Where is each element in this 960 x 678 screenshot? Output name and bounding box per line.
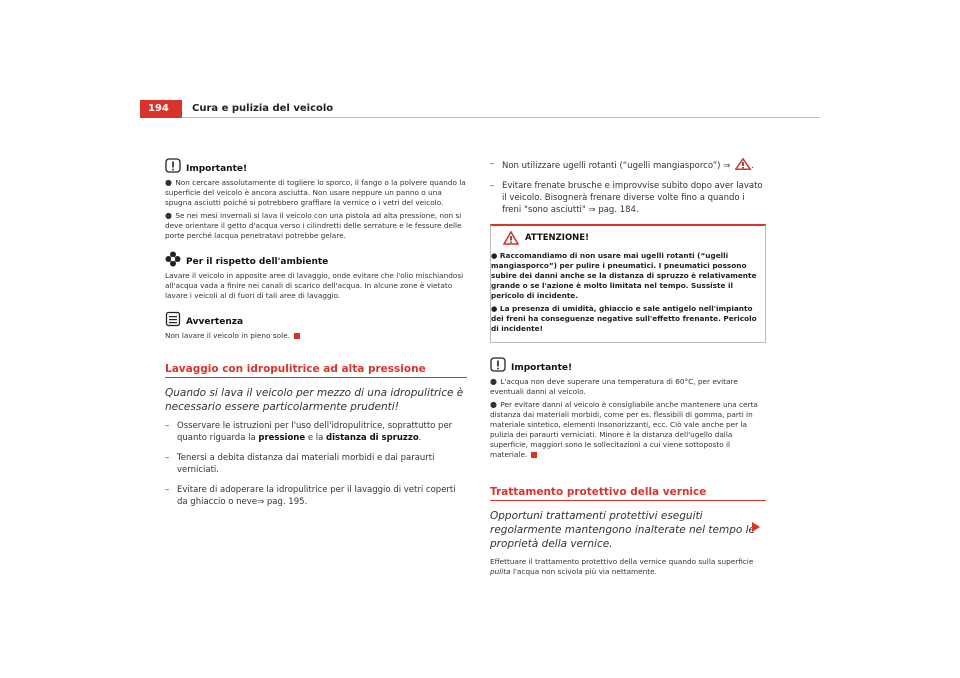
note-bullet: ● Se nei mesi invernali si lava il veicolo con una pistola ad alta pressione, non si deve orientare il getto d'acqua verso i cilindretti delle serrature e le fessure delle porte perché lacqua penetratavi potrebbe gelare. (165, 211, 462, 240)
notice-text: Non lavare il veicolo in pieno sole. (165, 331, 290, 340)
step-item: – Evitare di adoperare la idropulitrice per il lavaggio di vetri coperti da ghiaccio o neve⇒ pag. 195. (165, 485, 456, 507)
environment-text: Lavare il veicolo in apposite aree di lavaggio, onde evitare che l'olio mischiandosi all'acqua vada a finire nei canali di scarico dell'acqua. In alcune zone è vietato lavare i veicoli al di fuori di tali aree di lavaggio. (165, 271, 464, 300)
note-title: Importante! (511, 363, 573, 373)
section-heading-pressure-washer: Lavaggio con idropulitrice ad alta pressione (165, 363, 467, 378)
important-note-1 (165, 158, 467, 241)
left-column (165, 158, 467, 516)
section-text: Effettuare il trattamento protettivo della vernice quando sulla superficie pulita l'acqua non scivola più via nettamente. (490, 557, 754, 576)
page-number: 194 (140, 100, 182, 118)
exclamation-note-icon (165, 158, 181, 174)
warning-triangle-icon (503, 231, 519, 245)
warning-title: ATTENZIONE! (525, 233, 589, 243)
note-bullet: ● L'acqua non deve superare una temperatura di 60°C, per evitare eventuali danni al veicolo. (490, 377, 738, 396)
warning-triangle-icon (735, 158, 751, 170)
step-item: – Evitare frenate brusche e improvvise subito dopo aver lavato il veicolo. Bisognerà frenare diverse volte fino a quando i freni "sono asciutti" ⇒ pag. 184. (490, 181, 763, 215)
notepad-icon (165, 311, 181, 327)
section-lead: Quando si lava il veicolo per mezzo di una idropulitrice è necessario essere particolarmente prudenti! (165, 387, 464, 413)
end-mark (531, 452, 537, 458)
end-mark (294, 333, 300, 339)
note-title: Importante! (186, 164, 248, 174)
right-column (490, 158, 766, 577)
step-item: – Osservare le istruzioni per l'uso dell'idropulitrice, soprattutto per quanto riguarda la pressione e la distanza di spruzzo. (165, 421, 453, 443)
note-title: Per il rispetto dell'ambiente (186, 257, 329, 267)
step-item: – Tenersi a debita distanza dai materiali morbidi e dai paraurti verniciati. (165, 453, 435, 475)
running-title: Cura e pulizia del veicolo (192, 103, 334, 114)
next-page-arrow-icon (752, 522, 760, 532)
exclamation-note-icon (490, 357, 506, 373)
flower-icon (165, 251, 181, 267)
environment-note (165, 251, 467, 301)
notice-note (165, 311, 467, 341)
note-bullet: ● Per evitare danni al veicolo è consigliabile anche mantenere una certa distanza dai materiali morbidi, come per es. flessibili di gomma, parti in materiale sintetico, elementi insonorizzanti, ecc. Ciò vale anche per la pulizia dei paraurti verniciati. Minore è la distanza dell'ugello dalla superficie, maggiori sono le sollecitazioni a cui viene sottoposto il materiale. (490, 400, 758, 459)
warning-bullet: ● Raccomandiamo di non usare mai ugelli rotanti (“ugelli mangiasporco”) per pulire i pneumatici. I pneumatici possono subire dei danni anche se la distanza di spruzzo è relativamente grande o se l'azione è molto limitata nel tempo. Sussiste il pericolo di incidente. (491, 251, 757, 300)
warning-bullet: ● La presenza di umidità, ghiaccio e sale antigelo nell'impianto dei freni ha conseguenze negative sull'effetto frenante. Pericolo di incidente! (491, 304, 757, 333)
important-note-2 (490, 357, 766, 460)
warning-box (490, 224, 766, 343)
note-title: Avvertenza (186, 317, 244, 327)
note-bullet: ● Non cercare assolutamente di togliere lo sporco, il fango o la polvere quando la superficie del veicolo è ancora asciutta. Non usare neppure un panno o una spugna asciutti poiché si potrebbero graffiare la vernice o i vetri del veicolo. (165, 178, 466, 207)
page-ref-link[interactable]: ⇒ pag. 195. (257, 497, 308, 507)
section-lead: Opportuni trattamenti protettivi eseguiti regolarmente mantengono inalterate nel tempo le proprietà della vernice. (490, 510, 755, 550)
step-item: – Non utilizzare ugelli rotanti (“ugelli mangiasporco”) ⇒ . (490, 159, 754, 171)
section-heading-paint-protection: Trattamento protettivo della vernice (490, 486, 766, 501)
page-header (140, 100, 820, 118)
header-divider (182, 117, 820, 118)
